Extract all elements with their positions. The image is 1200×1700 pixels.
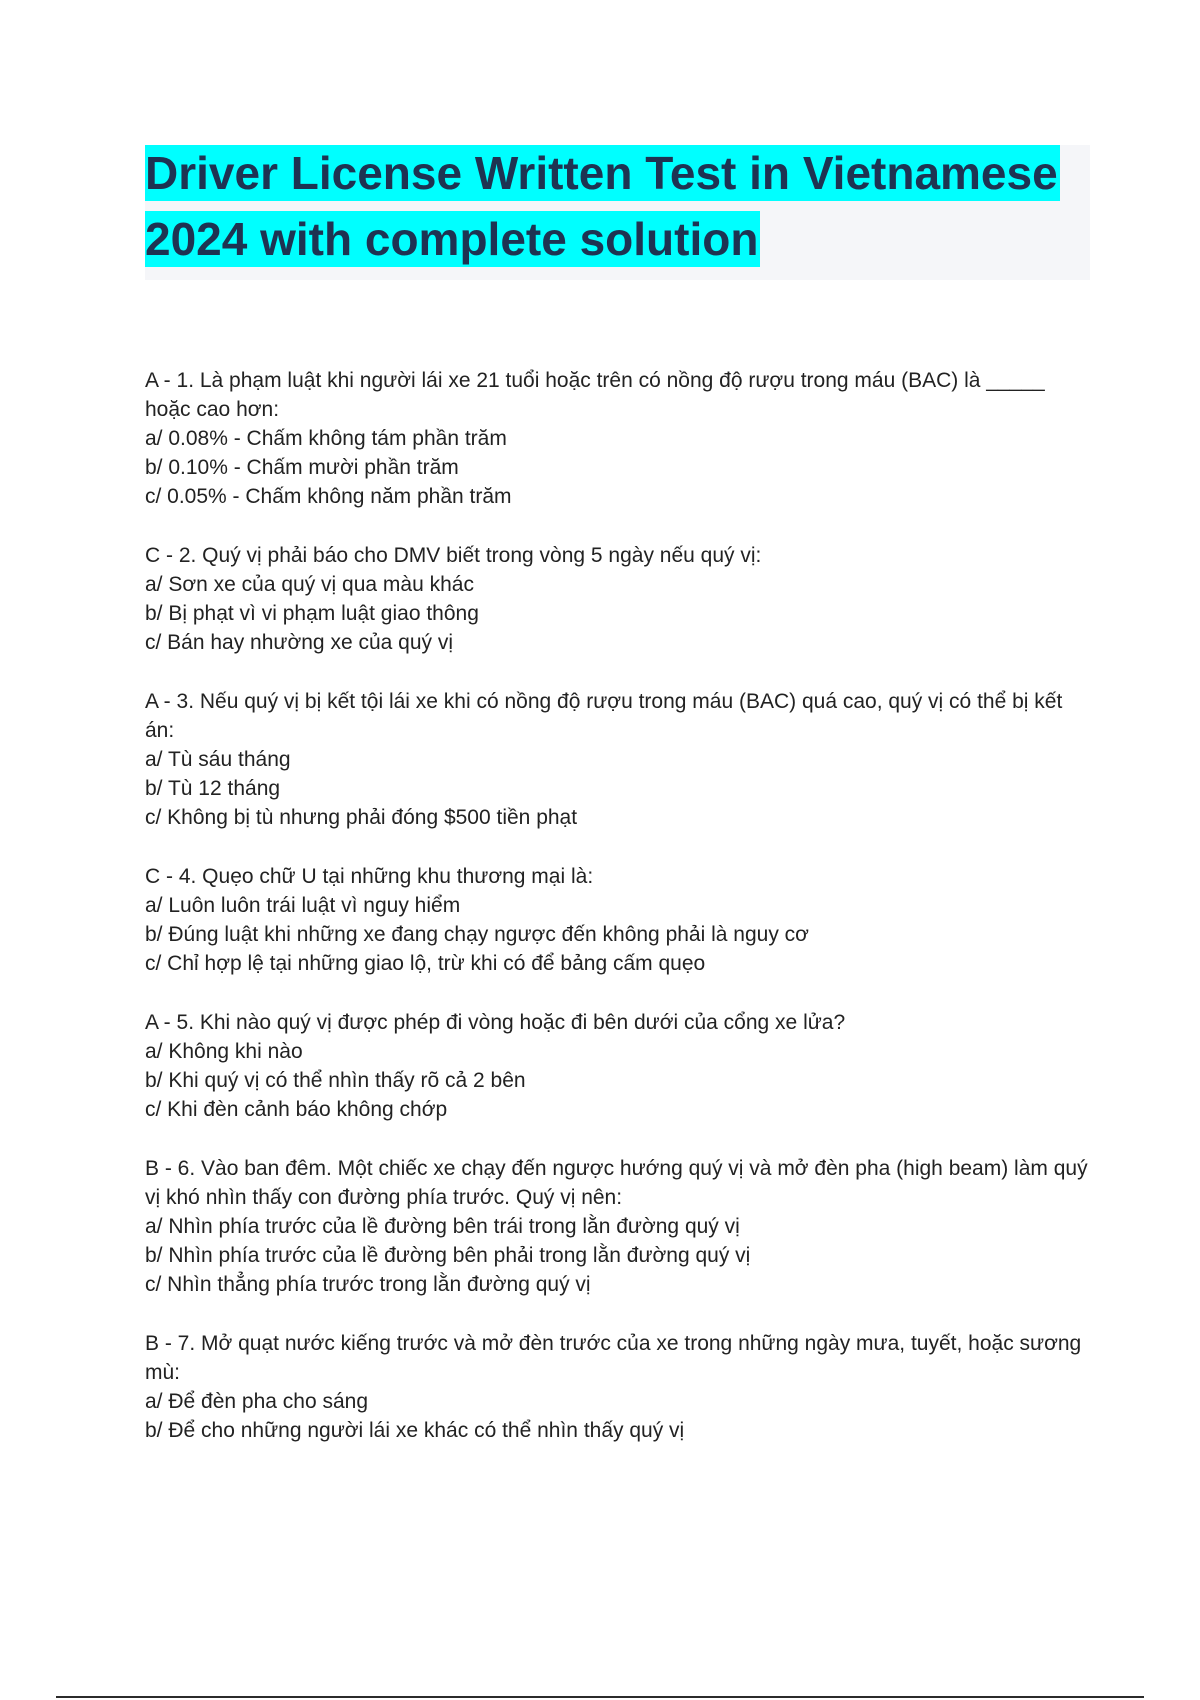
question-text: C - 4. Quẹo chữ U tại những khu thương mại là: xyxy=(145,865,594,888)
answer-option: c/ Bán hay nhường xe của quý vị xyxy=(145,631,454,654)
question-6 xyxy=(145,1154,1090,1299)
answer-option: a/ 0.08% - Chấm không tám phần trăm xyxy=(145,427,507,450)
answer-option: c/ Khi đèn cảnh báo không chớp xyxy=(145,1098,448,1121)
answer-option: b/ Đúng luật khi những xe đang chạy ngược đến không phải là nguy cơ xyxy=(145,923,809,946)
answer-option: c/ Chỉ hợp lệ tại những giao lộ, trừ khi có để bảng cấm quẹo xyxy=(145,952,706,975)
answer-option: b/ 0.10% - Chấm mười phần trăm xyxy=(145,456,459,479)
question-text: A - 3. Nếu quý vị bị kết tội lái xe khi có nồng độ rượu trong máu (BAC) quá cao, quý vị có thể bị kết án: xyxy=(145,690,1063,742)
question-text: C - 2. Quý vị phải báo cho DMV biết trong vòng 5 ngày nếu quý vị: xyxy=(145,544,762,567)
page-bottom-divider xyxy=(56,1696,1144,1698)
answer-option: a/ Không khi nào xyxy=(145,1040,303,1063)
answer-option: a/ Sơn xe của quý vị qua màu khác xyxy=(145,573,474,596)
answer-option: b/ Bị phạt vì vi phạm luật giao thông xyxy=(145,602,479,625)
question-text: A - 5. Khi nào quý vị được phép đi vòng hoặc đi bên dưới của cổng xe lửa? xyxy=(145,1011,846,1034)
question-text: B - 6. Vào ban đêm. Một chiếc xe chạy đến ngược hướng quý vị và mở đèn pha (high beam) làm quý vị khó nhìn thấy con đường phía trước. Quý vị nên: xyxy=(145,1157,1088,1209)
question-3 xyxy=(145,687,1090,832)
question-7 xyxy=(145,1329,1090,1445)
answer-option: b/ Để cho những người lái xe khác có thể nhìn thấy quý vị xyxy=(145,1419,685,1442)
answer-option: a/ Tù sáu tháng xyxy=(145,748,291,771)
answer-option: a/ Luôn luôn trái luật vì nguy hiểm xyxy=(145,894,461,917)
question-text: B - 7. Mở quạt nước kiếng trước và mở đèn trước của xe trong những ngày mưa, tuyết, hoặc sương mù: xyxy=(145,1332,1082,1384)
answer-option: c/ 0.05% - Chấm không năm phần trăm xyxy=(145,485,512,508)
title-block xyxy=(145,145,1090,280)
question-1 xyxy=(145,366,1090,511)
question-2 xyxy=(145,541,1090,657)
question-5 xyxy=(145,1008,1090,1124)
document-title-line-2: 2024 with complete solution xyxy=(145,213,759,265)
answer-option: c/ Nhìn thẳng phía trước trong lằn đường quý vị xyxy=(145,1273,591,1296)
answer-option: c/ Không bị tù nhưng phải đóng $500 tiền phạt xyxy=(145,806,578,829)
answer-option: a/ Để đèn pha cho sáng xyxy=(145,1390,369,1413)
answer-option: a/ Nhìn phía trước của lề đường bên trái trong lằn đường quý vị xyxy=(145,1215,740,1238)
question-4 xyxy=(145,862,1090,978)
answer-option: b/ Tù 12 tháng xyxy=(145,777,281,800)
answer-option: b/ Khi quý vị có thể nhìn thấy rõ cả 2 bên xyxy=(145,1069,526,1092)
answer-option: b/ Nhìn phía trước của lề đường bên phải trong lằn đường quý vị xyxy=(145,1244,751,1267)
question-list xyxy=(145,366,1090,1475)
question-text: A - 1. Là phạm luật khi người lái xe 21 tuổi hoặc trên có nồng độ rượu trong máu (BAC) là _____ hoặc cao hơn: xyxy=(145,369,1045,421)
document-title-line-1: Driver License Written Test in Vietnamese xyxy=(145,147,1058,199)
